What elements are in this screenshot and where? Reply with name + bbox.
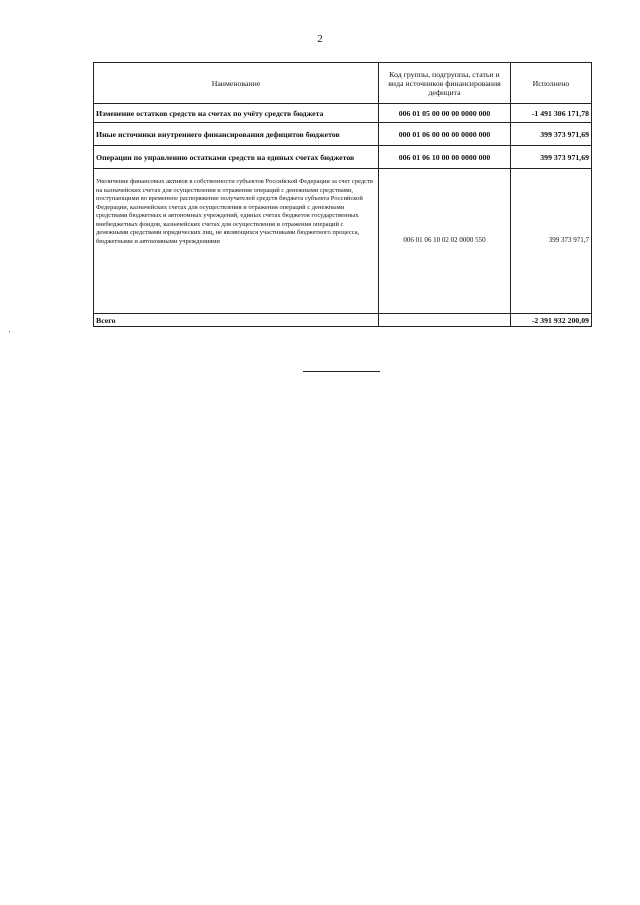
table-header-row	[94, 63, 592, 104]
total-label: Всего	[94, 314, 379, 327]
table-row	[94, 169, 592, 314]
row-name: Изменение остатков средств на счетах по учёту средств бюджета	[94, 104, 379, 123]
end-divider-line	[303, 371, 380, 372]
row-executed: 399 373 971,69	[511, 146, 592, 169]
page-number: 2	[317, 33, 323, 45]
sources-financing-table	[93, 62, 592, 327]
total-executed: -2 391 932 200,09	[511, 314, 592, 327]
row-executed: 399 373 971,69	[511, 123, 592, 146]
row-code: 006 01 05 00 00 00 0000 000	[379, 104, 511, 123]
header-code: Код группы, подгруппы, статьи и вида источников финансирования дефицита	[379, 63, 511, 104]
table-row	[94, 146, 592, 169]
scan-speck	[9, 331, 10, 332]
row-name: Операции по управлению остатками средств на единых счетах бюджетов	[94, 146, 379, 169]
table-row	[94, 104, 592, 123]
header-name: Наименование	[94, 63, 379, 104]
row-code: 000 01 06 00 00 00 0000 000	[379, 123, 511, 146]
row-code: 006 01 06 10 02 02 0000 550	[379, 169, 511, 314]
row-name: Иные источники внутреннего финансирования дефицитов бюджетов	[94, 123, 379, 146]
row-executed: -1 491 306 171,78	[511, 104, 592, 123]
row-executed: 399 373 971,7	[511, 169, 592, 314]
header-executed: Исполнено	[511, 63, 592, 104]
total-code	[379, 314, 511, 327]
row-code: 006 01 06 10 00 00 0000 000	[379, 146, 511, 169]
table-total-row	[94, 314, 592, 327]
table-row	[94, 123, 592, 146]
row-name: Увеличение финансовых активов в собственности субъектов Российской Федерации за счет средств на казначейских счетах для осуществления и отражения операций с денежными средствами, поступающими во временное распоряжение получателей средств бюджета субъекта Российской Федерации, казначейских счетах для осуществления и отражения операций с денежными средствами бюджетных и автономных учреждений, единых счетах бюджетов государственных внебюджетных фондов, казначейских счетах для осуществления и отражения операций с денежными средствами юридических лиц, не являющихся участниками бюджетного процесса, бюджетными и автономными учреждениями	[94, 169, 379, 314]
